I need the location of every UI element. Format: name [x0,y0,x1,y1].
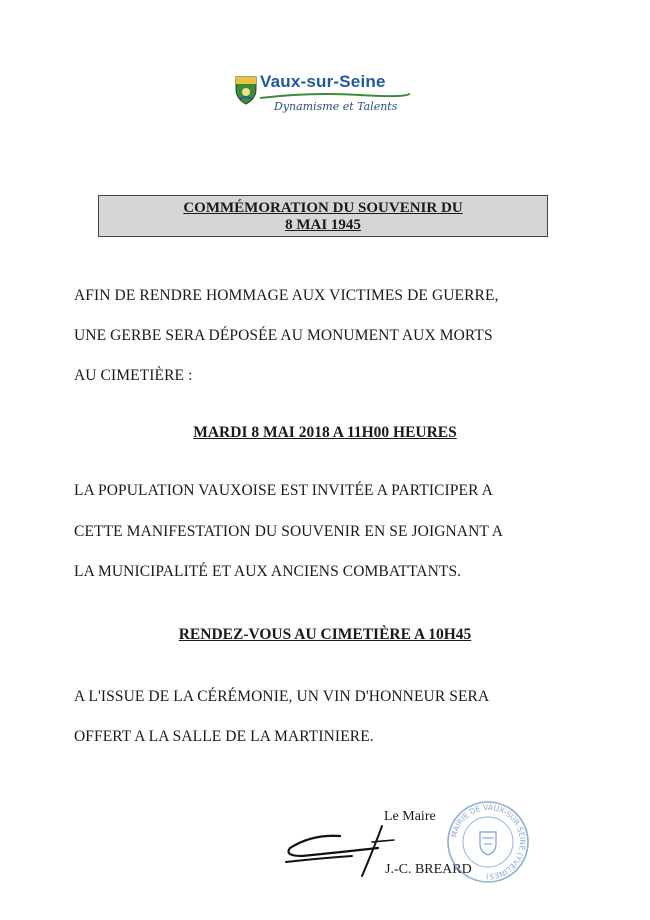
signatory-name: J.-C. BREARD [385,862,472,877]
intro-line: AU CIMETIÈRE : [74,367,193,384]
title-line-1: COMMÉMORATION DU SOUVENIR DU [183,200,463,216]
svg-text:MAIRIE DE VAUX-SUR-SEINE (YVEL [449,803,527,881]
closing-line: OFFERT A LA SALLE DE LA MARTINIERE. [74,728,374,745]
town-logo [234,70,414,120]
invitation-paragraph [74,471,594,593]
rendezvous-line: RENDEZ-VOUS AU CIMETIÈRE A 10H45 [178,626,472,643]
signatory-role: Le Maire [384,809,436,824]
event-date: MARDI 8 MAI 2018 A 11H00 HEURES [193,424,457,441]
closing-line: A L'ISSUE DE LA CÉRÉMONIE, UN VIN D'HONNEUR SERA [74,688,490,705]
intro-line: UNE GERBE SERA DÉPOSÉE AU MONUMENT AUX MORTS [74,327,493,344]
mairie-stamp [446,800,530,884]
coat-of-arms-icon [234,75,258,105]
stamp-text: MAIRIE DE VAUX-SUR-SEINE (YVELINES) [449,802,528,882]
closing-paragraph [74,677,594,757]
handwritten-signature [282,822,402,878]
invitation-line: LA POPULATION VAUXOISE EST INVITÉE A PARTICIPER A [74,482,493,499]
intro-line: AFIN DE RENDRE HOMMAGE AUX VICTIMES DE GUERRE, [74,287,499,304]
intro-paragraph [74,276,594,396]
invitation-line: LA MUNICIPALITÉ ET AUX ANCIENS COMBATTANTS. [74,563,462,580]
logo-town-name: Vaux-sur-Seine [260,72,386,91]
title-box [98,195,548,237]
invitation-line: CETTE MANIFESTATION DU SOUVENIR EN SE JOIGNANT A [74,522,504,540]
logo-tagline: Dynamisme et Talents [274,100,398,113]
title-line-2: 8 MAI 1945 [285,217,361,233]
